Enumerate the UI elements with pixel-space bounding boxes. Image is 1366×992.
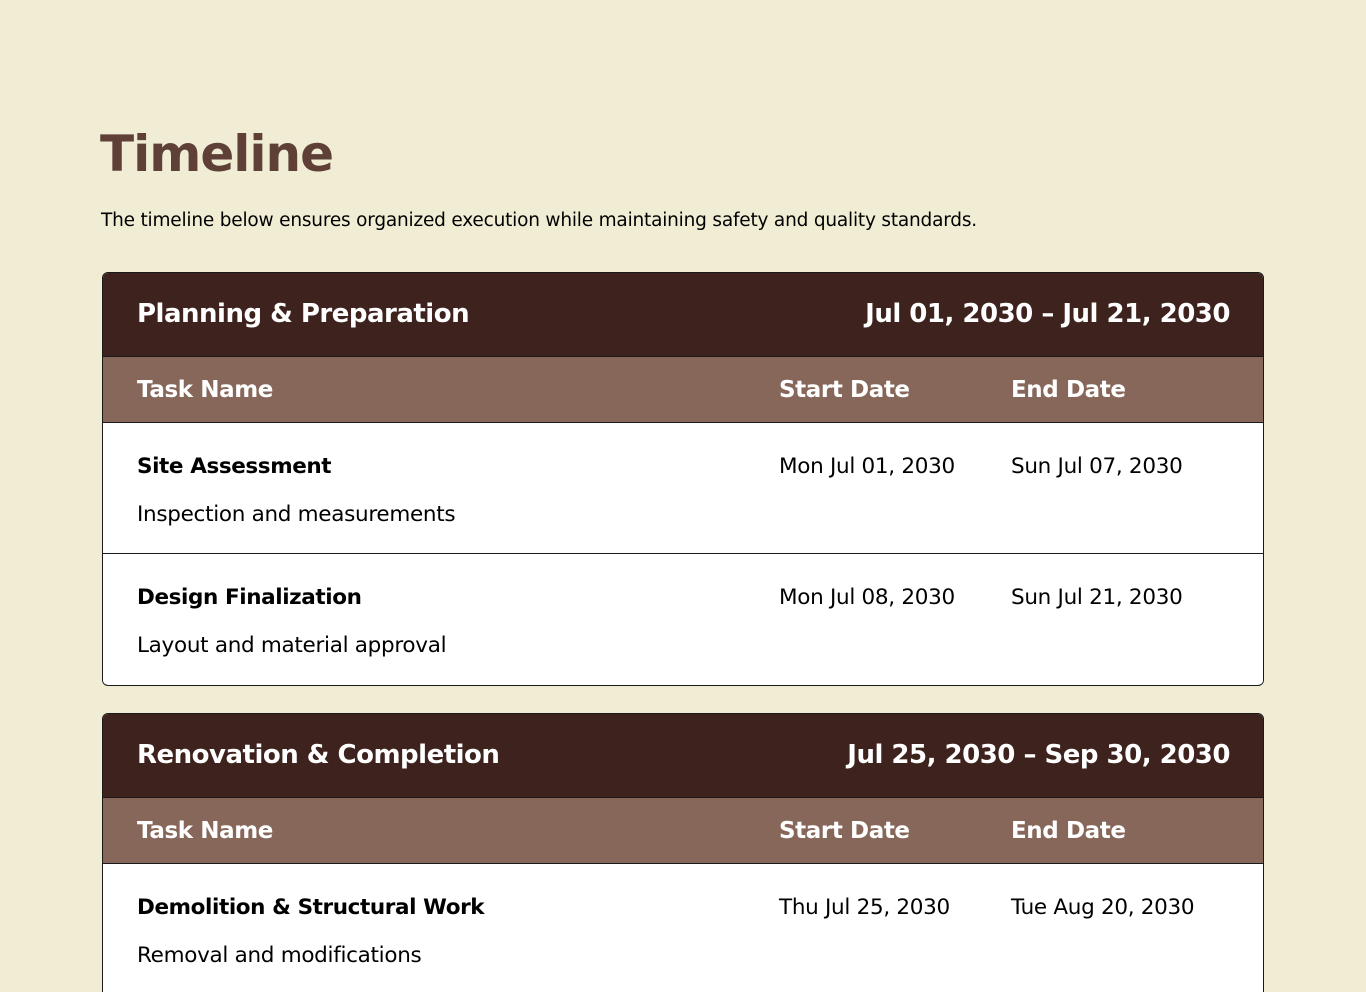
task-description: Removal and modifications <box>137 943 422 968</box>
phase-name: Planning & Preparation <box>137 299 470 329</box>
task-description: Layout and material approval <box>137 633 447 658</box>
table-header <box>103 798 1263 864</box>
task-start-date: Mon Jul 08, 2030 <box>779 585 955 610</box>
phase-card-renovation <box>102 713 1264 992</box>
task-name-column-header: Task Name <box>137 818 273 844</box>
task-name-column-header: Task Name <box>137 377 273 403</box>
table-row <box>103 864 1263 992</box>
end-date-column-header: End Date <box>1011 818 1126 844</box>
page-title: Timeline <box>100 125 334 183</box>
task-end-date: Tue Aug 20, 2030 <box>1011 895 1195 920</box>
task-start-date: Thu Jul 25, 2030 <box>779 895 950 920</box>
phase-date-range: Jul 01, 2030 – Jul 21, 2030 <box>865 299 1230 329</box>
phase-header <box>103 273 1263 357</box>
phase-card-planning <box>102 272 1264 686</box>
table-row <box>103 423 1263 554</box>
phase-name: Renovation & Completion <box>137 740 500 770</box>
page-intro: The timeline below ensures organized execution while maintaining safety and quality standards. <box>101 210 977 231</box>
start-date-column-header: Start Date <box>779 377 910 403</box>
phase-date-range: Jul 25, 2030 – Sep 30, 2030 <box>847 740 1230 770</box>
end-date-column-header: End Date <box>1011 377 1126 403</box>
task-start-date: Mon Jul 01, 2030 <box>779 454 955 479</box>
task-name: Design Finalization <box>137 585 362 610</box>
task-end-date: Sun Jul 07, 2030 <box>1011 454 1183 479</box>
table-header <box>103 357 1263 423</box>
task-name: Site Assessment <box>137 454 332 479</box>
table-row <box>103 554 1263 684</box>
task-description: Inspection and measurements <box>137 502 456 527</box>
phase-header <box>103 714 1263 798</box>
task-end-date: Sun Jul 21, 2030 <box>1011 585 1183 610</box>
task-name: Demolition & Structural Work <box>137 895 485 920</box>
start-date-column-header: Start Date <box>779 818 910 844</box>
